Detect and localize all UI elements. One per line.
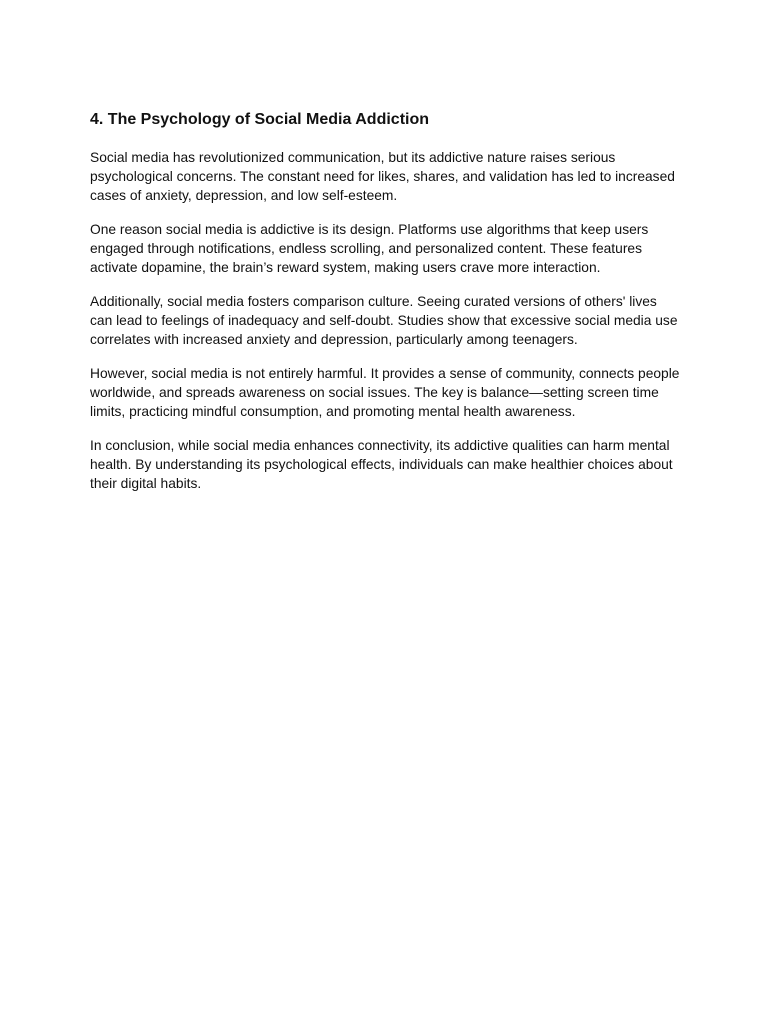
document-body: [90, 110, 680, 508]
paragraph-comparison: Additionally, social media fosters comparison culture. Seeing curated versions of others' lives can lead to feelings of inadequacy and self-doubt. Studies show that excessive social media use correlates with increased anxiety and depression, particularly among teenagers.: [90, 294, 678, 347]
paragraph-design: One reason social media is addictive is its design. Platforms use algorithms that keep users engaged through notifications, endless scrolling, and personalized content. These features activate dopamine, the brain’s reward system, making users crave more interaction.: [90, 222, 649, 275]
paragraph-intro: Social media has revolutionized communication, but its addictive nature raises serious psychological concerns. The constant need for likes, shares, and validation has led to increased cases of anxiety, depression, and low self-esteem.: [90, 150, 675, 203]
paragraph-conclusion: In conclusion, while social media enhances connectivity, its addictive qualities can harm mental health. By understanding its psychological effects, individuals can make healthier choices about their digital habits.: [90, 438, 673, 491]
paragraph-balance: However, social media is not entirely harmful. It provides a sense of community, connects people worldwide, and spreads awareness on social issues. The key is balance—setting screen time limits, practicing mindful consumption, and promoting mental health awareness.: [90, 366, 680, 419]
section-heading: 4. The Psychology of Social Media Addiction: [90, 111, 430, 128]
